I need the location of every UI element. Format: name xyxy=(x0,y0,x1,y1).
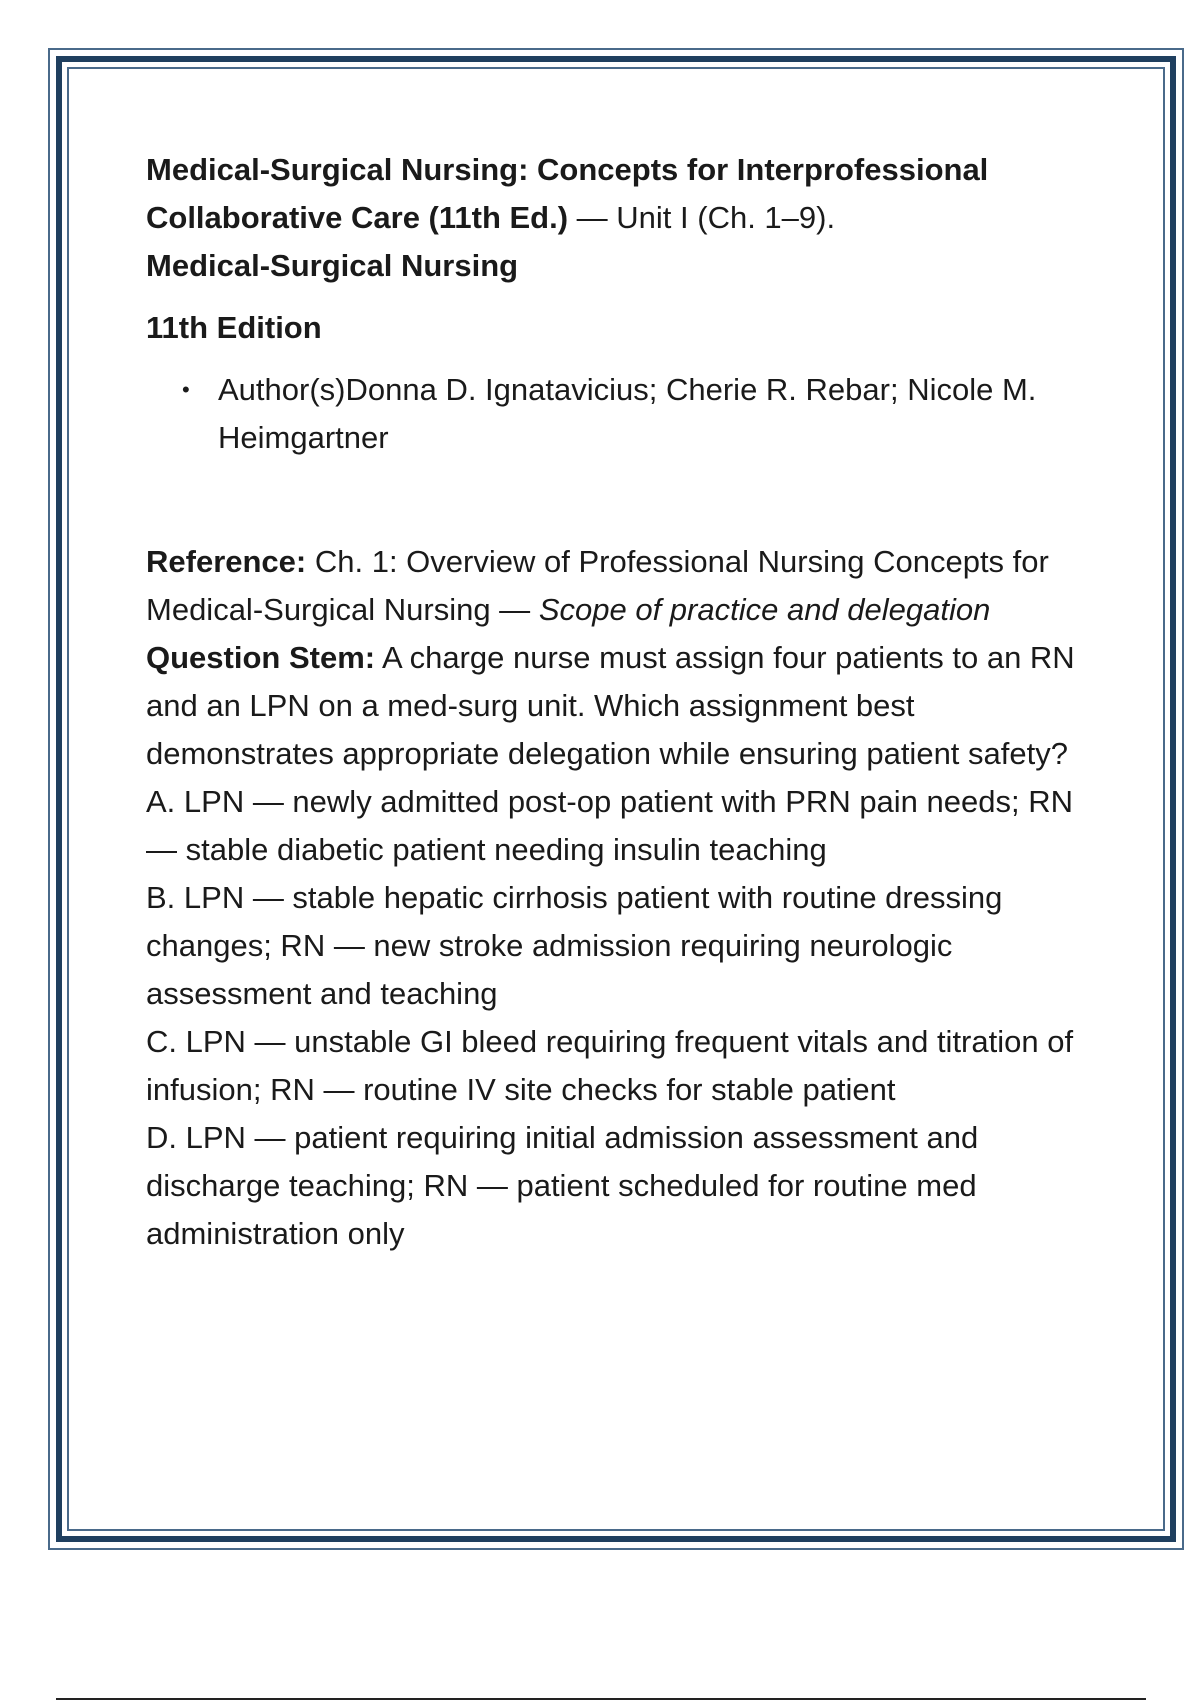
book-edition: 11th Edition xyxy=(146,310,322,345)
question-label: Question Stem: xyxy=(146,640,376,675)
book-name: Medical-Surgical Nursing xyxy=(146,248,519,283)
author-list xyxy=(146,366,1106,462)
question-stem-text: A charge nurse must assign four patients to an RN and an LPN on a med-surg unit. Which assignment best demonstrates appropriate delegation while ensuring patient safety? xyxy=(146,640,1075,771)
option-b: B. LPN — stable hepatic cirrhosis patient with routine dressing changes; RN — new stroke admission requiring neurologic assessment and teaching xyxy=(146,880,1003,1011)
document-body xyxy=(146,146,1106,1258)
option-c: C. LPN — unstable GI bleed requiring frequent vitals and titration of infusion; RN — routine IV site checks for stable patient xyxy=(146,1024,1074,1107)
title-unit: — Unit I (Ch. 1–9). xyxy=(568,200,836,235)
question-stem xyxy=(146,634,1106,778)
bullet-icon: • xyxy=(182,377,190,402)
book-authors: Author(s)Donna D. Ignatavicius; Cherie R. Rebar; Nicole M. Heimgartner xyxy=(218,372,1037,455)
option-a: A. LPN — newly admitted post-op patient with PRN pain needs; RN — stable diabetic patient needing insulin teaching xyxy=(146,784,1074,867)
question-block xyxy=(146,538,1106,1258)
reference-topic: Scope of practice and delegation xyxy=(538,592,991,627)
reference-line xyxy=(146,538,1106,634)
reference-label: Reference: xyxy=(146,544,307,579)
title-bold: Medical-Surgical Nursing: Concepts for Interprofessional Collaborative Care (11th Ed.) xyxy=(146,152,989,235)
list-item xyxy=(146,366,1106,462)
reference-text: Ch. 1: Overview of Professional Nursing Concepts for Medical-Surgical Nursing — xyxy=(146,544,1049,627)
option-d: D. LPN — patient requiring initial admission assessment and discharge teaching; RN — patient scheduled for routine med administration only xyxy=(146,1120,979,1251)
document-title xyxy=(146,146,1106,242)
